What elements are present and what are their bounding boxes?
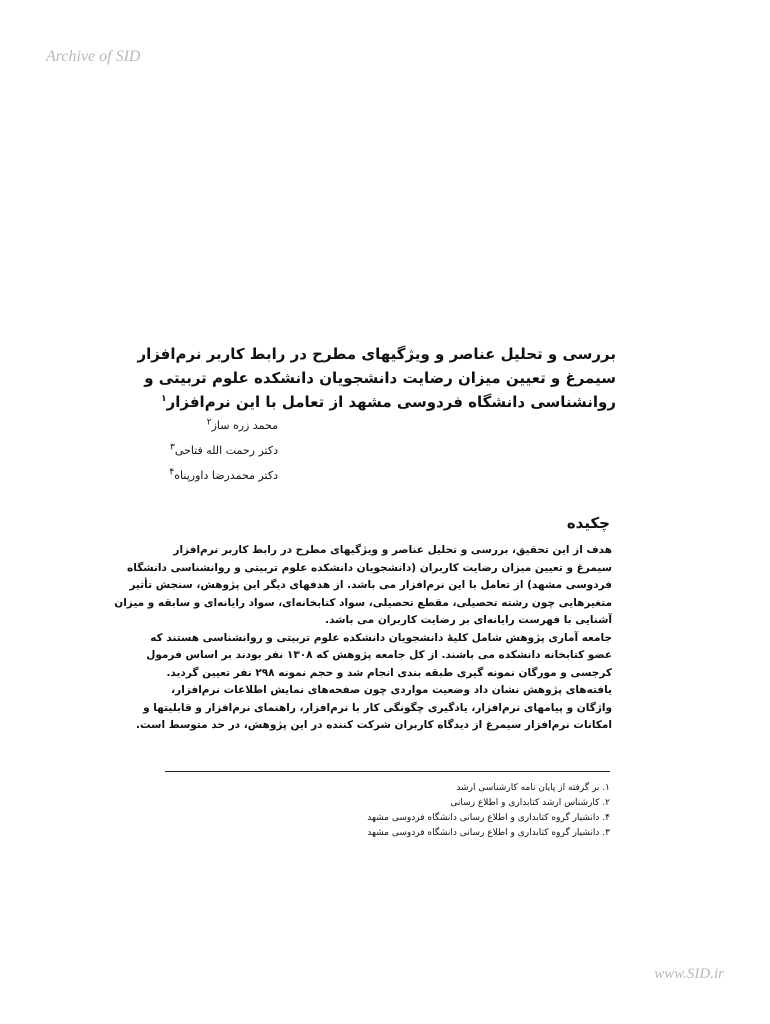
- author-entry: [100, 466, 278, 491]
- abstract-line: آشنایی با فهرست رایانه‌ای بر رضایت کاربران می باشد.: [325, 614, 612, 626]
- abstract-line: فردوسی مشهد) از تعامل با این نرم‌افزار می باشد. از هدفهای دیگر این پژوهش، سنجش تأثیر: [129, 579, 612, 591]
- abstract-line: یافته‌های پژوهش نشان داد وضعیت مواردی چون صفحه‌های نمایش اطلاعات نرم‌افزار،: [171, 684, 612, 696]
- abstract-heading: چکیده: [566, 514, 610, 532]
- title-line: سیمرغ و تعیین میزان رضایت دانشجویان دانشکده علوم تربیتی و: [144, 369, 616, 387]
- author-footnote-mark: ۳: [170, 442, 175, 453]
- abstract-body: [114, 542, 612, 735]
- abstract-paragraph: [136, 682, 612, 735]
- abstract-paragraph: [114, 542, 612, 630]
- archive-watermark: Archive of SID: [46, 48, 141, 65]
- author-name: محمد زره ساز: [211, 419, 278, 432]
- author-entry: [100, 441, 278, 466]
- abstract-line: سیمرغ و تعیین میزان رضایت کاربران (دانشجویان دانشکده علوم تربیتی و روانشناسی دانشگاه: [127, 561, 612, 574]
- abstract-line: واژگان و پیامهای نرم‌افزار، یادگیری چگونگی کار با نرم‌افزار، راهنمای نرم‌افزار و قابلیتها و: [143, 701, 612, 714]
- footnote: ۲. کارشناس ارشد کتابداری و اطلاع رسانی: [450, 798, 610, 808]
- author-entry: [100, 416, 278, 441]
- title-footnote-mark: ۱: [161, 394, 167, 404]
- abstract-line: عضو کتابخانه دانشکده می باشند. از کل جامعه پژوهش که ۱۳۰۸ نفر بودند بر اساس فرمول: [146, 649, 612, 661]
- footnote: ۴. دانشیار گروه کتابداری و اطلاع رسانی دانشگاه فردوسی مشهد: [367, 813, 610, 823]
- abstract-line: جامعه آماری پژوهش شامل کلیهٔ دانشجویان دانشکده علوم تربیتی و روانشناسی هستند که: [150, 631, 612, 644]
- footnotes: [200, 781, 610, 841]
- author-list: [100, 416, 278, 491]
- footnote: ۱. بر گرفته از پایان نامه کارشناسی ارشد: [456, 783, 610, 793]
- author-footnote-mark: ۲: [206, 417, 212, 428]
- author-name: دکتر محمدرضا داورپناه: [174, 469, 278, 482]
- article-title: [137, 342, 616, 414]
- title-line: [160, 390, 616, 414]
- abstract-line: امکانات نرم‌افزار سیمرغ از دیدگاه کاربران شرکت کننده در این پژوهش، در حد متوسط است.: [136, 719, 612, 731]
- abstract-line: متغیرهایی چون رشته تحصیلی، مقطع تحصیلی، سواد کتابخانه‌ای، سواد رایانه‌ای و سابقه و میزان: [114, 596, 612, 609]
- abstract-paragraph: [146, 630, 612, 683]
- footnote: ۳. دانشیار گروه کتابداری و اطلاع رسانی دانشگاه فردوسی مشهد: [367, 828, 610, 838]
- abstract-line: هدف از این تحقیق، بررسی و تحلیل عناصر و ویژگیهای مطرح در رابط کاربر نرم‌افزار: [173, 544, 612, 556]
- footnote-divider: [165, 771, 610, 772]
- author-name: دکتر رحمت الله فتاحی: [174, 444, 278, 457]
- abstract-line: کرجسی و مورگان نمونه گیری طبقه بندی انجام شد و حجم نمونه ۲۹۸ نفر تعیین گردید.: [166, 666, 612, 679]
- title-line: بررسی و تحلیل عناصر و ویژگیهای مطرح در رابط کاربر نرم‌افزار: [137, 345, 616, 363]
- site-watermark: www.SID.ir: [654, 966, 724, 982]
- author-footnote-mark: ۴: [169, 467, 175, 478]
- title-line-text: روانشناسی دانشگاه فردوسی مشهد از تعامل با این نرم‌افزار: [166, 393, 616, 411]
